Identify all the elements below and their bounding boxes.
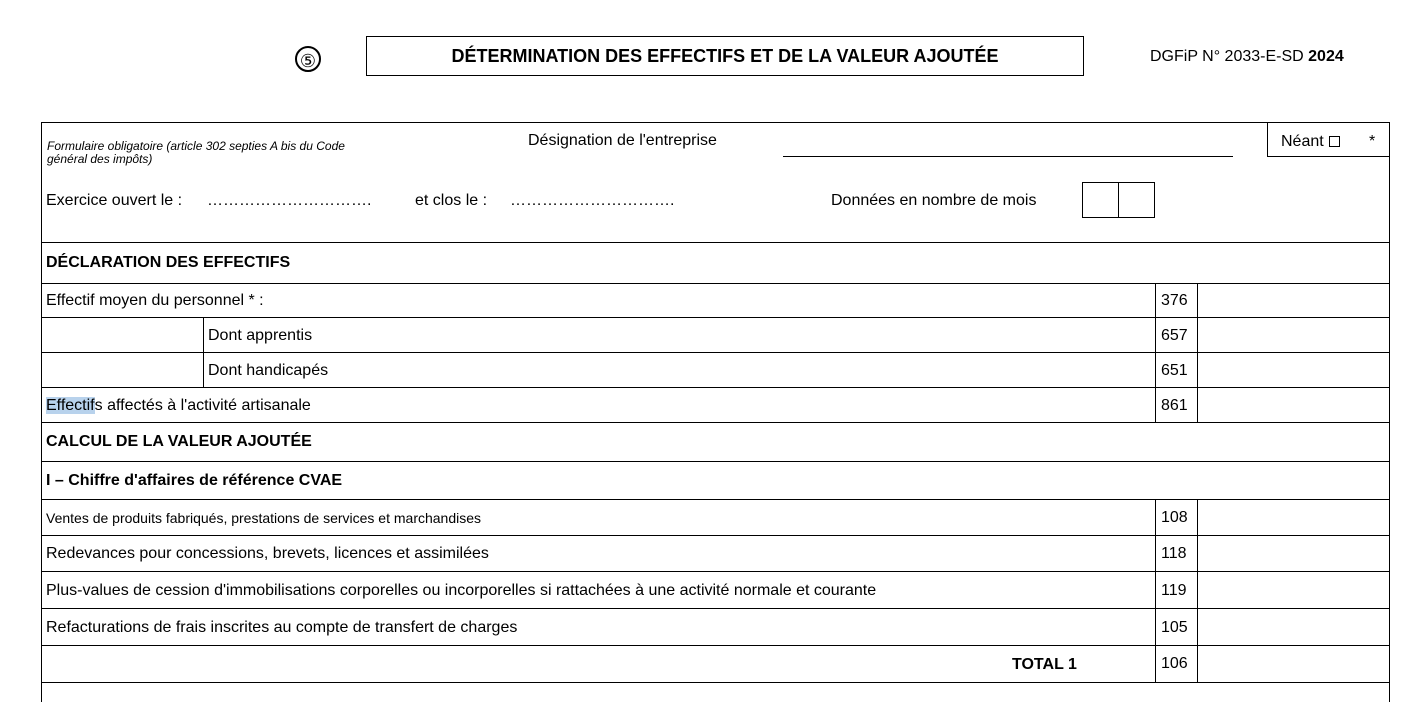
rule [41, 317, 1390, 318]
line-code-651: 651 [1161, 362, 1188, 379]
designation-label: Désignation de l'entreprise [528, 132, 717, 149]
line-code-376: 376 [1161, 292, 1188, 309]
handicapes-label: Dont handicapés [208, 362, 329, 379]
form-reference-number: DGFiP N° 2033-E-SD [1150, 48, 1304, 65]
form-reference [1150, 48, 1344, 66]
exercice-date-field[interactable]: …………………………. [207, 192, 372, 209]
code-column-left-border [1155, 499, 1156, 682]
neant-label: Néant [1281, 133, 1324, 150]
rule [41, 499, 1390, 500]
neant-box-bottom-border [1267, 156, 1390, 157]
code-column-left-border [1155, 283, 1156, 422]
ventes-label: Ventes de produits fabriqués, prestations de services et marchandises [46, 510, 482, 526]
mois-digit-2[interactable] [1118, 182, 1155, 218]
artisanale-value[interactable] [1198, 388, 1389, 422]
refacturations-value[interactable] [1198, 609, 1389, 645]
rule [41, 242, 1390, 243]
form-reference-year: 2024 [1308, 48, 1344, 65]
artisanale-label-rest: s affectés à l'activité artisanale [94, 397, 311, 414]
rule [41, 461, 1390, 462]
rule [41, 422, 1390, 423]
neant-checkbox[interactable] [1329, 136, 1340, 147]
neant-option[interactable] [1281, 133, 1340, 151]
line-code-105: 105 [1161, 619, 1188, 636]
rule [41, 608, 1390, 609]
rule [41, 352, 1390, 353]
artisanale-label [46, 397, 311, 415]
form-title-text: DÉTERMINATION DES EFFECTIFS ET DE LA VALEUR AJOUTÉE [451, 45, 999, 66]
apprentis-value[interactable] [1198, 318, 1389, 352]
plus-values-label: Plus-values de cession d'immobilisations corporelles ou incorporelles si rattachées à une activité normale et courante [46, 582, 877, 599]
rule [41, 571, 1390, 572]
total-1-label: TOTAL 1 [1012, 656, 1077, 673]
neant-box-left-border [1267, 122, 1268, 156]
effectif-moyen-label: Effectif moyen du personnel * : [46, 292, 264, 309]
redevances-label: Redevances pour concessions, brevets, licences et assimilées [46, 545, 489, 562]
line-code-657: 657 [1161, 327, 1188, 344]
line-code-119: 119 [1161, 582, 1187, 599]
rule [41, 283, 1390, 284]
rule [41, 645, 1390, 646]
refacturations-label: Refacturations de frais inscrites au compte de transfert de charges [46, 619, 518, 636]
mois-label: Données en nombre de mois [831, 192, 1037, 209]
indent-column-border [203, 317, 204, 387]
line-code-108: 108 [1161, 509, 1188, 526]
clos-label: et clos le : [415, 192, 488, 209]
handicapes-value[interactable] [1198, 353, 1389, 387]
effectifs-section-title: DÉCLARATION DES EFFECTIFS [46, 254, 291, 271]
section-number-badge: ⑤ [295, 46, 321, 72]
effectif-moyen-value[interactable] [1198, 284, 1389, 317]
clos-date-field[interactable]: …………………………. [510, 192, 675, 209]
line-code-106: 106 [1161, 655, 1188, 672]
redevances-value[interactable] [1198, 536, 1389, 571]
rule [41, 682, 1390, 683]
rule [41, 535, 1390, 536]
mandatory-note: Formulaire obligatoire (article 302 septies A bis du Code général des impôts) [47, 139, 345, 166]
plus-values-value[interactable] [1198, 572, 1389, 608]
total-1-value[interactable] [1198, 646, 1389, 682]
exercice-label: Exercice ouvert le : [46, 192, 183, 209]
rule [41, 387, 1390, 388]
apprentis-label: Dont apprentis [208, 327, 313, 344]
ventes-value[interactable] [1198, 500, 1389, 535]
text-selection: Effectif [46, 397, 95, 414]
neant-asterisk: * [1369, 133, 1376, 150]
line-code-861: 861 [1161, 397, 1188, 414]
mois-digit-1[interactable] [1082, 182, 1119, 218]
form-title [366, 36, 1084, 76]
line-code-118: 118 [1161, 545, 1187, 562]
ca-reference-subsection-title: I – Chiffre d'affaires de référence CVAE [46, 472, 343, 489]
valeur-ajoutee-section-title: CALCUL DE LA VALEUR AJOUTÉE [46, 433, 312, 450]
designation-input-line[interactable] [783, 156, 1233, 157]
